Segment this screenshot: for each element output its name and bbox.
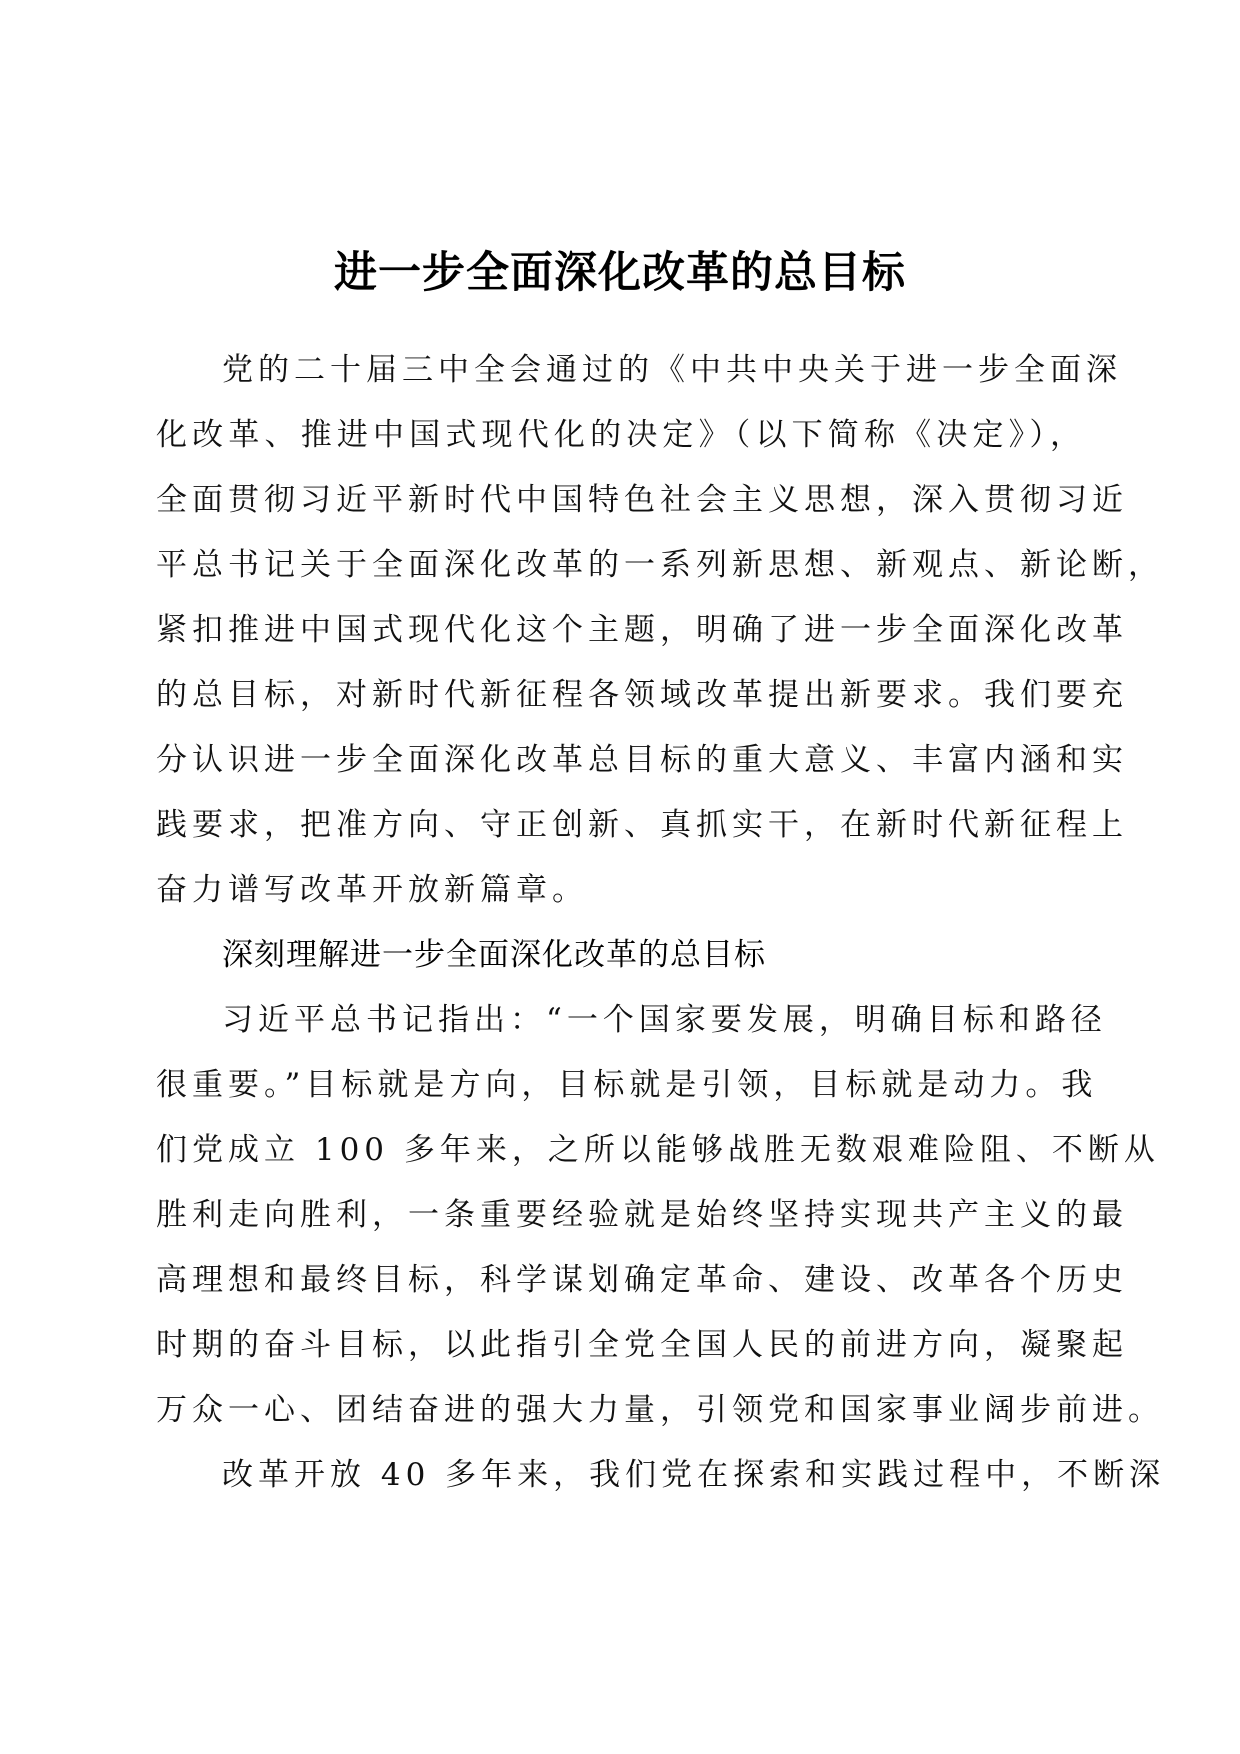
body-line: 改革开放 40 多年来，我们党在探索和实践过程中，不断深 [222, 1457, 1166, 1493]
body-line: 很重要。”目标就是方向，目标就是引领，目标就是动力。我 [156, 1067, 1098, 1103]
body-line: 的总目标，对新时代新征程各领域改革提出新要求。我们要充 [156, 677, 1128, 713]
body-line: 践要求，把准方向、守正创新、真抓实干，在新时代新征程上 [156, 807, 1128, 843]
document-body [156, 338, 1166, 1508]
body-line: 胜利走向胜利，一条重要经验就是始终坚持实现共产主义的最 [156, 1197, 1128, 1233]
section-heading: 深刻理解进一步全面深化改革的总目标 [222, 937, 766, 973]
body-line: 平总书记关于全面深化改革的一系列新思想、新观点、新论断， [156, 547, 1164, 583]
body-line: 奋力谱写改革开放新篇章。 [156, 872, 588, 908]
body-line: 紧扣推进中国式现代化这个主题，明确了进一步全面深化改革 [156, 612, 1128, 648]
document-title: 进一步全面深化改革的总目标 [334, 248, 906, 298]
body-line: 高理想和最终目标，科学谋划确定革命、建设、改革各个历史 [156, 1262, 1128, 1298]
body-line: 全面贯彻习近平新时代中国特色社会主义思想，深入贯彻习近 [156, 482, 1128, 518]
body-line: 党的二十届三中全会通过的《中共中央关于进一步全面深 [222, 352, 1122, 388]
body-line: 万众一心、团结奋进的强大力量，引领党和国家事业阔步前进。 [156, 1392, 1164, 1428]
body-line: 分认识进一步全面深化改革总目标的重大意义、丰富内涵和实 [156, 742, 1128, 778]
body-line: 时期的奋斗目标，以此指引全党全国人民的前进方向，凝聚起 [156, 1327, 1128, 1363]
body-line: 习近平总书记指出：“一个国家要发展，明确目标和路径 [222, 1002, 1107, 1038]
body-line: 们党成立 100 多年来，之所以能够战胜无数艰难险阻、不断从 [156, 1132, 1160, 1168]
body-line: 化改革、推进中国式现代化的决定》（以下简称《决定》）， [156, 417, 1086, 453]
